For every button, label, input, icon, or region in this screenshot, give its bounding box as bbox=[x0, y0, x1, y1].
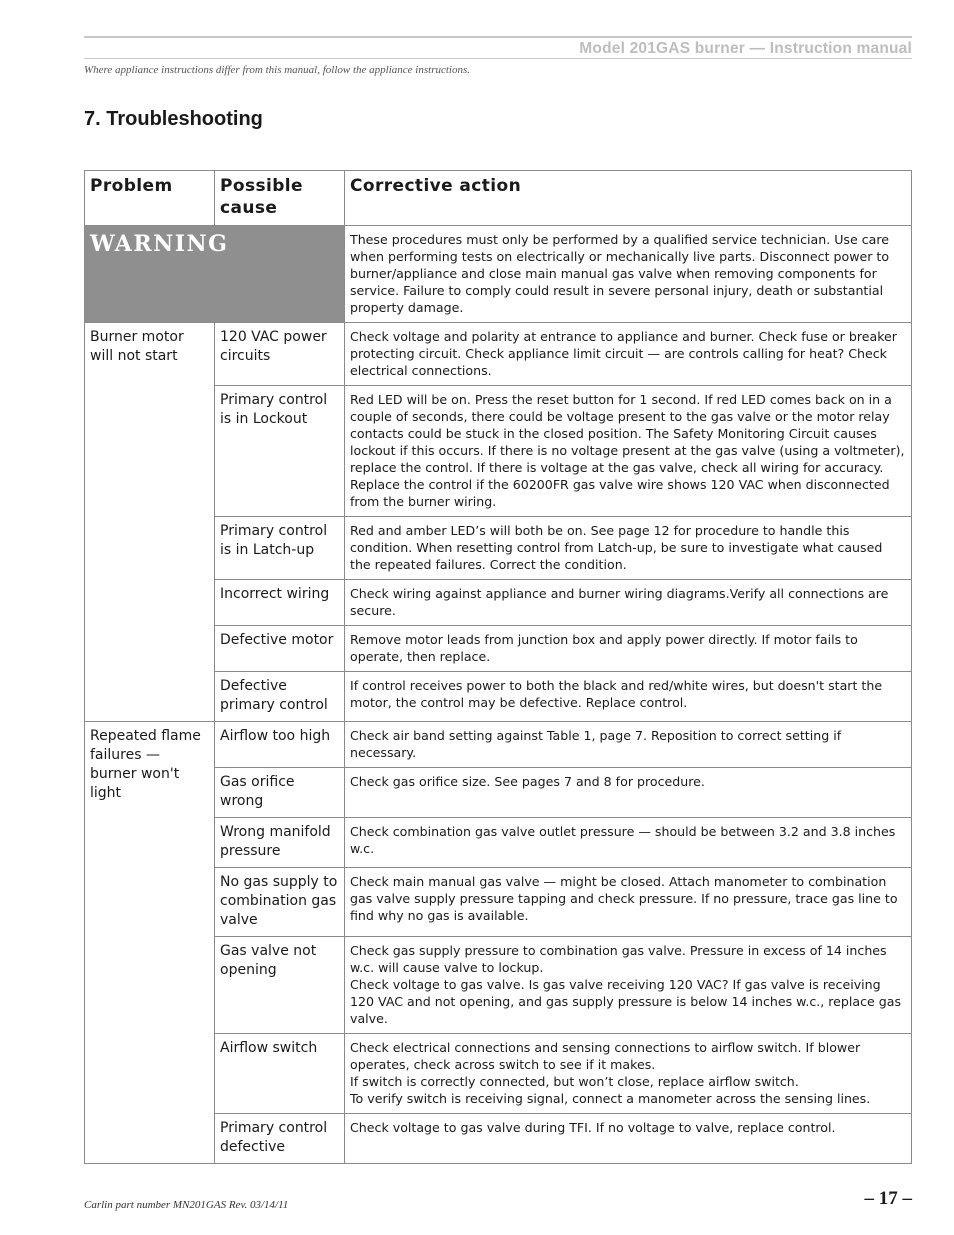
header-possible-cause: Possible cause bbox=[215, 171, 345, 226]
action-cell bbox=[345, 1034, 912, 1114]
action-text: Check voltage to gas valve. Is gas valve receiving 120 VAC? If gas valve is receiving 120 VAC and not opening, and gas supply pressure is below 14 inches w.c., replace gas valve. bbox=[350, 977, 902, 1026]
table-row bbox=[85, 722, 912, 768]
cause-cell: Airflow too high bbox=[215, 722, 345, 768]
action-text: To verify switch is receiving signal, connect a manometer across the sensing lines. bbox=[350, 1091, 871, 1106]
cause-cell: Gas valve not opening bbox=[215, 937, 345, 1034]
action-cell bbox=[345, 818, 912, 868]
action-cell bbox=[345, 517, 912, 580]
warning-text: These procedures must only be performed by a qualified service technician. Use care when performing tests on electrically or mechanically live parts. Disconnect power to burner/appliance and close main manual gas valve when removing components for service. Failure to comply could result in severe personal injury, death or substantial property damage. bbox=[345, 226, 912, 323]
cause-cell: Defective primary control bbox=[215, 672, 345, 722]
page-number: – 17 – bbox=[864, 1188, 912, 1209]
action-text: If switch is correctly connected, but won’t close, replace airflow switch. bbox=[350, 1074, 799, 1089]
cause-cell: 120 VAC power circuits bbox=[215, 323, 345, 386]
header-rule bbox=[84, 36, 912, 38]
section-title: 7. Troubleshooting bbox=[84, 108, 263, 130]
action-cell bbox=[345, 868, 912, 937]
cause-cell: Primary control defective bbox=[215, 1114, 345, 1164]
action-text: Check gas supply pressure to combination gas valve. Pressure in excess of 14 inches w.c. will cause valve to lockup. bbox=[350, 943, 887, 975]
action-cell bbox=[345, 1114, 912, 1164]
troubleshooting-table bbox=[84, 170, 912, 1164]
action-text: Check voltage to gas valve during TFI. If no voltage to valve, replace control. bbox=[350, 1120, 836, 1135]
problem-cell: Repeated flame failures — burner won't light bbox=[85, 722, 215, 1164]
action-text: Check gas orifice size. See pages 7 and 8 for procedure. bbox=[350, 774, 705, 789]
action-text: If control receives power to both the black and red/white wires, but doesn't start the motor, the control may be defective. Replace control. bbox=[350, 678, 883, 710]
header-problem: Problem bbox=[85, 171, 215, 226]
table-row bbox=[85, 323, 912, 386]
problem-cell: Burner motor will not start bbox=[85, 323, 215, 722]
action-text: Check voltage and polarity at entrance to appliance and burner. Check fuse or breaker protecting circuit. Check appliance limit circuit — are controls calling for heat? Check electrical connections. bbox=[350, 329, 897, 378]
header-divider bbox=[84, 58, 912, 59]
action-text: Check main manual gas valve — might be closed. Attach manometer to combination gas valve supply pressure tapping and check pressure. If no pressure, trace gas line to find why no gas is available. bbox=[350, 874, 898, 923]
table-header-row bbox=[85, 171, 912, 226]
warning-row bbox=[85, 226, 912, 323]
action-text: Check air band setting against Table 1, page 7. Reposition to correct setting if necessary. bbox=[350, 728, 842, 760]
action-cell bbox=[345, 768, 912, 818]
cause-cell: Wrong manifold pressure bbox=[215, 818, 345, 868]
action-text: Red and amber LED’s will both be on. See page 12 for procedure to handle this condition. When resetting control from Latch-up, be sure to investigate what caused the repeated failures. Correct the condition. bbox=[350, 523, 883, 572]
action-text: Red LED will be on. Press the reset button for 1 second. If red LED comes back on in a couple of seconds, there could be voltage present to the gas valve or the motor relay contacts could be stuck in the closed position. The Safety Monitoring Circuit causes lockout if this occurs. If there is no voltage present at the gas valve (using a voltmeter), replace the control. If there is voltage at the gas valve, check all wiring for accuracy. Replace the control if the 60200FR gas valve wire shows 120 VAC when disconnected from the burner wiring. bbox=[350, 392, 905, 509]
header-corrective-action: Corrective action bbox=[345, 171, 912, 226]
part-number: Carlin part number MN201GAS Rev. 03/14/11 bbox=[84, 1199, 289, 1211]
action-text: Check electrical connections and sensing connections to airflow switch. If blower operates, check across switch to see if it makes. bbox=[350, 1040, 861, 1072]
action-cell bbox=[345, 672, 912, 722]
cause-cell: No gas supply to combination gas valve bbox=[215, 868, 345, 937]
action-cell bbox=[345, 626, 912, 672]
cause-cell: Airflow switch bbox=[215, 1034, 345, 1114]
action-cell bbox=[345, 722, 912, 768]
cause-cell: Primary control is in Lockout bbox=[215, 386, 345, 517]
cause-cell: Primary control is in Latch-up bbox=[215, 517, 345, 580]
appliance-instructions-note: Where appliance instructions differ from this manual, follow the appliance instructions. bbox=[84, 64, 470, 76]
action-text: Check wiring against appliance and burner wiring diagrams.Verify all connections are secure. bbox=[350, 586, 889, 618]
manual-title: Model 201GAS burner — Instruction manual bbox=[579, 40, 912, 57]
warning-label: WARNING bbox=[85, 226, 345, 323]
action-cell bbox=[345, 937, 912, 1034]
action-cell bbox=[345, 386, 912, 517]
cause-cell: Gas orifice wrong bbox=[215, 768, 345, 818]
action-cell bbox=[345, 580, 912, 626]
action-cell bbox=[345, 323, 912, 386]
action-text: Check combination gas valve outlet pressure — should be between 3.2 and 3.8 inches w.c. bbox=[350, 824, 896, 856]
cause-cell: Incorrect wiring bbox=[215, 580, 345, 626]
cause-cell: Defective motor bbox=[215, 626, 345, 672]
action-text: Remove motor leads from junction box and apply power directly. If motor fails to operate, then replace. bbox=[350, 632, 858, 664]
